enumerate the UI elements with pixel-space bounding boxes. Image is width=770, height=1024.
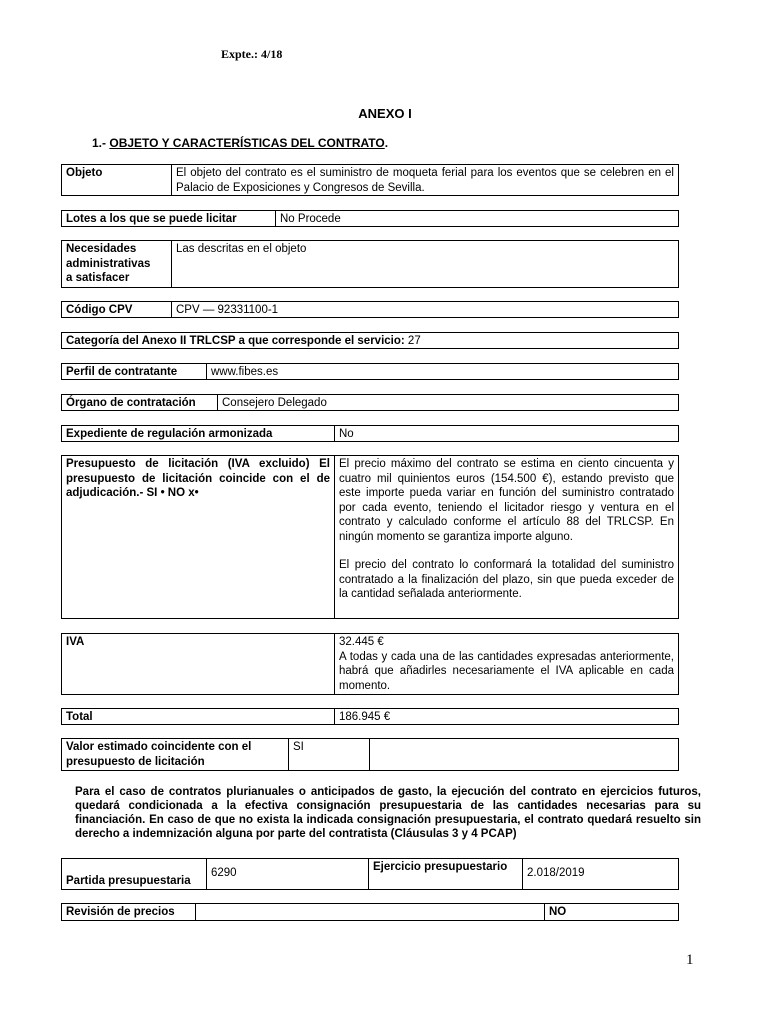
section-title: OBJETO Y CARACTERÍSTICAS DEL CONTRATO xyxy=(109,136,385,150)
partida-value: 6290 xyxy=(206,859,368,889)
presupuesto-para2: El precio del contrato lo conformará la totalidad del suministro contratado a la finalización del plazo, sin que pueda exceder de la cantidad señalada anteriormente. xyxy=(339,559,674,600)
presupuesto-label: Presupuesto de licitación (IVA excluido) El presupuesto de licitación coincide con el de adjudicación.- SI • NO x• xyxy=(66,458,330,499)
lotes-row xyxy=(61,210,679,227)
perfil-label: Perfil de contratante xyxy=(66,366,178,378)
revision-row xyxy=(61,903,679,921)
iva-note: A todas y cada una de las cantidades expresadas anteriormente, habrá que añadirles necesariamente el IVA aplicable en cada momento. xyxy=(339,650,674,692)
lotes-label: Lotes a los que se puede licitar xyxy=(66,213,237,225)
cpv-value: CPV — 92331100-1 xyxy=(171,302,678,317)
cpv-label: Código CPV xyxy=(66,304,133,316)
necesidades-label-line: administrativas xyxy=(66,257,151,270)
perfil-value: www.fibes.es xyxy=(206,364,678,379)
presupuesto-value xyxy=(334,456,678,618)
necesidades-label-line: a satisfacer xyxy=(66,272,130,284)
section-heading xyxy=(92,136,388,150)
revision-middle xyxy=(195,904,544,920)
valor-estimado-extra xyxy=(369,739,678,770)
section-title-end: . xyxy=(384,136,389,150)
partida-row xyxy=(61,858,679,890)
presupuesto-row xyxy=(61,455,679,619)
iva-label: IVA xyxy=(66,636,85,648)
necesidades-label xyxy=(62,241,171,287)
revision-value: NO xyxy=(544,904,678,920)
categoria-value: 27 xyxy=(407,335,421,347)
expediente-value: No xyxy=(334,426,678,441)
expediente-row xyxy=(61,425,679,442)
objeto-value: El objeto del contrato es el suministro de moqueta ferial para los eventos que se celebren en el Palacio de Exposiciones y Congresos de Sevilla. xyxy=(171,165,678,195)
ejercicio-label: Ejercicio presupuestario xyxy=(368,859,522,889)
organo-label: Órgano de contratación xyxy=(66,397,196,409)
expediente-number: Expte.: 4/18 xyxy=(221,47,283,61)
objeto-label: Objeto xyxy=(66,167,103,179)
plurianual-note: Para el caso de contratos plurianuales o anticipados de gasto, la ejecución del contrato en ejercicios futuros, quedará condicionada a la efectiva consignación presupuestaria de las cantidades necesarias para su financiación. En caso de que no exista la indicada consignación presupuestaria, el contrato quedará resuelto sin derecho a indemnización alguna por parte del contratista (Cláusulas 3 y 4 PCAP) xyxy=(75,786,701,840)
valor-estimado-label: Valor estimado coincidente con el presupuesto de licitación xyxy=(66,741,252,768)
annex-title: ANEXO I xyxy=(358,106,412,121)
expediente-label: Expediente de regulación armonizada xyxy=(66,428,273,440)
lotes-value: No Procede xyxy=(275,211,678,226)
objeto-row xyxy=(61,164,679,196)
organo-row xyxy=(61,394,679,411)
necesidades-row xyxy=(61,240,679,288)
total-value: 186.945 € xyxy=(334,709,678,724)
iva-value xyxy=(334,634,678,694)
categoria-label: Categoría del Anexo II TRLCSP a que corresponde el servicio: xyxy=(66,335,405,347)
total-label: Total xyxy=(66,711,93,723)
revision-label: Revisión de precios xyxy=(66,906,175,918)
perfil-row xyxy=(61,363,679,380)
total-row xyxy=(61,708,679,725)
valor-estimado-value: SI xyxy=(288,739,369,770)
presupuesto-para1: El precio máximo del contrato se estima en ciento cincuenta y cuatro mil quinientos euros (154.500 €), estando previsto que este importe pueda variar en función del suministro contratado por cada evento, teniendo el licitador riesgo y ventura en el contrato y calculado conforme el artículo 88 del TRLCSP. En ningún momento se garantiza importe alguno. xyxy=(339,458,674,543)
cpv-row xyxy=(61,301,679,318)
ejercicio-value: 2.018/2019 xyxy=(522,859,678,889)
necesidades-value: Las descritas en el objeto xyxy=(171,241,678,287)
valor-estimado-row xyxy=(61,738,679,771)
partida-label: Partida presupuestaria xyxy=(66,875,191,887)
categoria-cell xyxy=(62,333,678,348)
iva-amount: 32.445 € xyxy=(339,636,384,648)
iva-row xyxy=(61,633,679,695)
section-number: 1.- xyxy=(92,136,107,150)
organo-value: Consejero Delegado xyxy=(217,395,678,410)
page-number: 1 xyxy=(686,952,694,968)
necesidades-label-line: Necesidades xyxy=(66,243,137,255)
categoria-row xyxy=(61,332,679,349)
